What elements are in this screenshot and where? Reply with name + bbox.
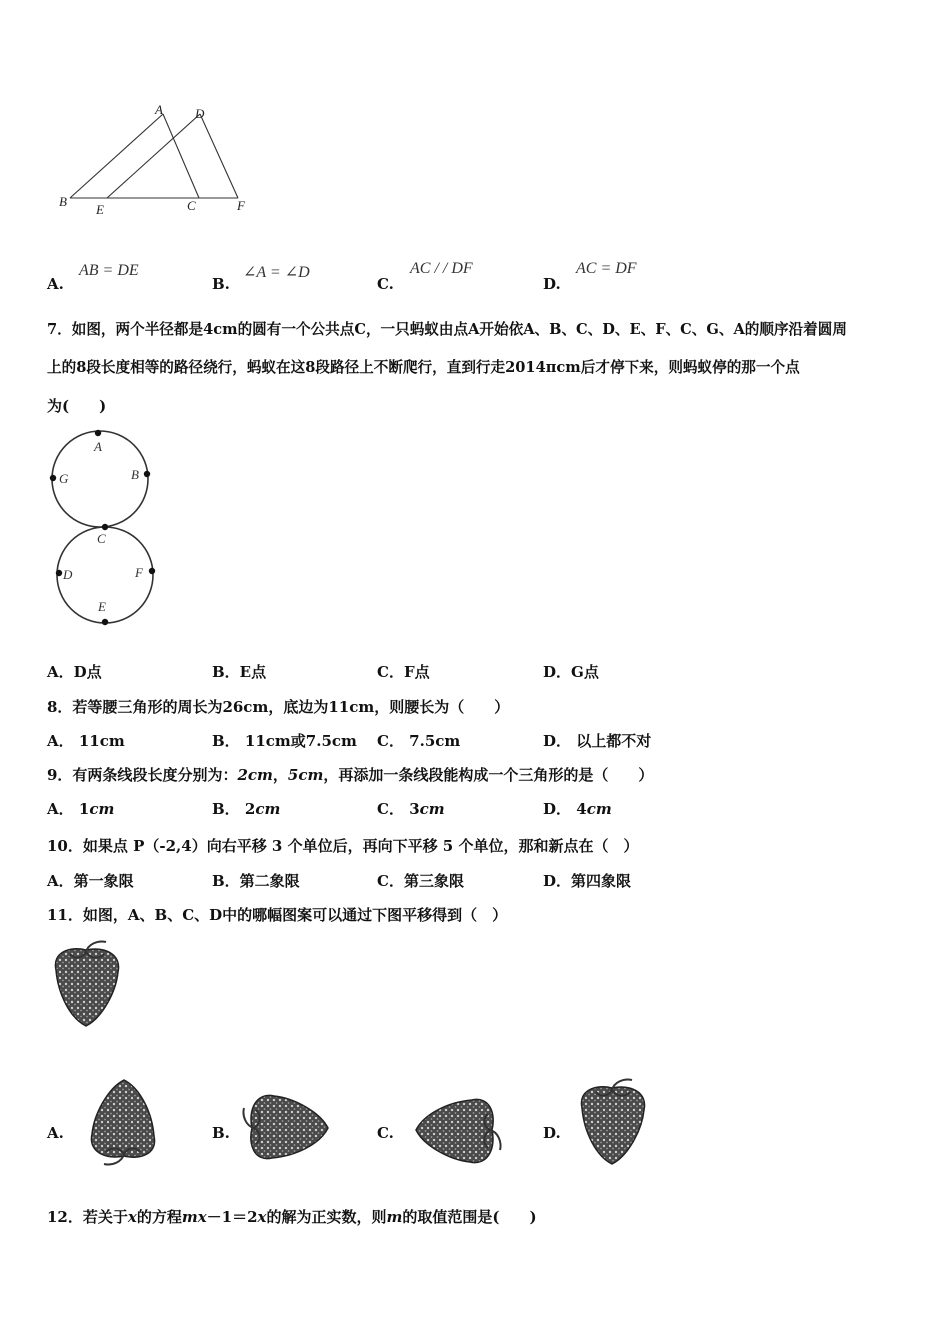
q11-reference-strawberry-image [46, 940, 126, 1035]
q11-option-c[interactable] [377, 1123, 394, 1143]
q9-option-c-unit: cm [419, 800, 445, 818]
q11-option-a-strawberry-image[interactable] [84, 1076, 164, 1168]
q7-option-b[interactable]: B．E点 [212, 663, 267, 681]
q9-option-b[interactable] [212, 799, 280, 819]
q9-option-a-unit: cm [89, 800, 115, 818]
q9-option-c-num: 3 [409, 800, 420, 818]
fig7-label-f: F [135, 565, 143, 580]
q9-option-d[interactable] [543, 799, 612, 819]
q6-option-a[interactable] [47, 274, 64, 294]
q9-option-d-num: 4 [576, 800, 587, 818]
q11-option-a-letter: A. [47, 1124, 64, 1142]
fig7-label-a: A [94, 439, 102, 454]
q12-stem-i: 的取值范围是( ) [402, 1208, 537, 1226]
q11-option-b-letter: B. [212, 1124, 230, 1142]
q12-var-x2: x [257, 1208, 267, 1226]
fig6-label-b: B [59, 194, 67, 209]
q9-stem-e: ，再添加一条线段能构成一个三角形的是（ ） [323, 766, 654, 784]
q11-option-c-letter: C. [377, 1124, 394, 1142]
q12-stem-e: －1＝2 [206, 1208, 258, 1226]
q6-option-d[interactable] [543, 274, 561, 294]
fig7-label-b: B [131, 467, 139, 482]
q9-option-a-num: 1 [78, 800, 90, 818]
q8-option-b[interactable]: B． 11cm或7.5cm [212, 732, 357, 750]
q6-option-b[interactable] [212, 274, 230, 294]
q12-stem [47, 1207, 537, 1227]
q9-stem-a: 9．有两条线段长度分别为： [47, 766, 238, 784]
fig6-label-c: C [187, 198, 196, 213]
fig7-label-g: G [59, 471, 69, 486]
q11-option-d[interactable] [543, 1123, 561, 1143]
q6-triangle-figure [55, 100, 265, 225]
q6-option-a-letter: A. [47, 275, 64, 293]
q10-option-c[interactable]: C．第三象限 [377, 872, 464, 890]
fig6-label-a: A [155, 102, 163, 117]
q10-option-d[interactable]: D．第四象限 [543, 872, 632, 890]
q6-option-b-letter: B. [212, 275, 230, 293]
q9-option-c-letter: C． [377, 800, 404, 818]
q6-option-c-letter: C. [377, 275, 394, 293]
q9-option-b-letter: B． [212, 800, 240, 818]
q6-option-b-math: ∠A = ∠D [243, 264, 310, 281]
q9-stem-b: 2cm [237, 766, 273, 784]
q8-option-a[interactable]: A． 11cm [47, 732, 125, 750]
q9-option-c[interactable] [377, 799, 445, 819]
q7-option-d[interactable]: D．G点 [543, 663, 599, 681]
fig7-label-d: D [63, 567, 73, 582]
q9-option-d-letter: D． [543, 800, 572, 818]
q9-stem-c: ， [272, 766, 288, 784]
q6-option-d-math: AC = DF [576, 260, 637, 277]
q9-stem-d: 5cm [287, 766, 324, 784]
q9-option-a-letter: A． [47, 800, 74, 818]
q11-option-d-letter: D. [543, 1124, 561, 1142]
q9-option-b-num: 2 [244, 800, 256, 818]
q8-stem: 8．若等腰三角形的周长为26cm，底边为11cm，则腰长为（ ） [47, 698, 510, 716]
q6-option-c-math: AC / / DF [410, 260, 473, 277]
q9-option-d-unit: cm [586, 800, 612, 818]
q7-stem-line1: 7．如图，两个半径都是4cm的圆有一个公共点C，一只蚂蚁由点A开始依A、B、C、D、E、F、C、G、A的顺序沿着圆周 [47, 321, 847, 338]
q6-option-d-letter: D. [543, 275, 561, 293]
q7-stem-line3: 为( ) [47, 397, 107, 415]
q12-stem-c: 的方程 [136, 1208, 182, 1226]
q9-option-b-unit: cm [255, 800, 281, 818]
q11-option-b[interactable] [212, 1123, 230, 1143]
q7-two-circles-figure [45, 425, 165, 630]
q11-option-c-strawberry-image[interactable] [414, 1092, 510, 1168]
q10-option-a[interactable]: A．第一象限 [47, 872, 134, 890]
q6-option-c[interactable] [377, 274, 394, 294]
q6-option-a-math: AB = DE [79, 262, 139, 279]
q8-option-d[interactable]: D． 以上都不对 [543, 732, 652, 750]
q11-stem: 11．如图，A、B、C、D中的哪幅图案可以通过下图平移得到（ ） [47, 906, 508, 924]
q11-option-a[interactable] [47, 1123, 64, 1143]
fig6-label-e: E [96, 202, 104, 217]
fig7-label-e: E [98, 599, 106, 614]
q12-stem-a: 12．若关于 [47, 1208, 128, 1226]
fig6-label-d: D [195, 106, 205, 121]
q10-stem: 10．如果点 P（-2,4）向右平移 3 个单位后，再向下平移 5 个单位，那和新点在（ ） [47, 837, 639, 855]
q12-var-x1: x [127, 1208, 137, 1226]
q7-option-c[interactable]: C．F点 [377, 663, 430, 681]
q8-option-c[interactable]: C． 7.5cm [377, 732, 461, 750]
q7-option-a[interactable]: A．D点 [47, 663, 102, 681]
q12-var-m: m [386, 1208, 403, 1226]
q11-option-b-strawberry-image[interactable] [240, 1088, 332, 1163]
q12-var-mx: mx [181, 1208, 207, 1226]
q12-stem-g: 的解为正实数，则 [266, 1208, 387, 1226]
q9-option-a[interactable] [47, 799, 114, 819]
q11-option-d-strawberry-image[interactable] [572, 1078, 654, 1173]
q10-option-b[interactable]: B．第二象限 [212, 872, 300, 890]
fig7-label-c: C [97, 531, 106, 546]
q9-stem [47, 765, 653, 785]
q7-stem-line2: 上的8段长度相等的路径绕行，蚂蚁在这8段路径上不断爬行，直到行走2014πcm后才停下来，则蚂蚁停的那一个点 [47, 359, 800, 376]
fig6-label-f: F [237, 198, 245, 213]
